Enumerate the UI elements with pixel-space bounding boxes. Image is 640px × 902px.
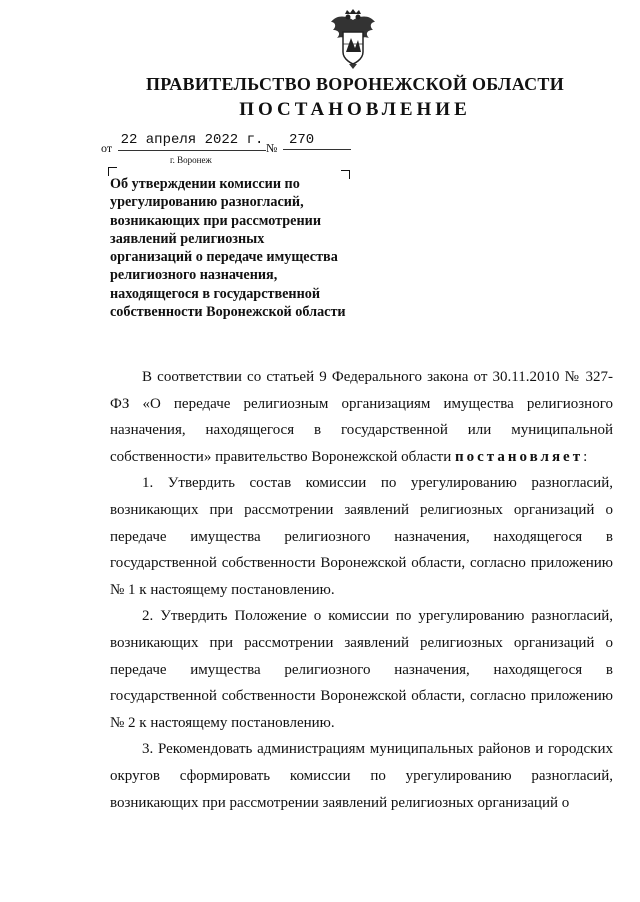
city-label: г. Воронеж [170,155,212,165]
organization-title: ПРАВИТЕЛЬСТВО ВОРОНЕЖСКОЙ ОБЛАСТИ [145,74,565,94]
item-1-paragraph: 1. Утвердить состав комиссии по урегулированию разногласий, возникающих при рассмотрении заявлений религиозных организаций о передаче имущества религиозного назначения, находящегося в государственной собственности Воронежской области, согласно приложению № 1 к настоящему постановлению. [110,475,613,598]
document-body [110,364,613,816]
preamble-paragraph [110,364,613,470]
document-subject: Об утверждении комиссии по урегулированию разногласий, возникающих при рассмотрении заявлений религиозных организаций о передаче имущества религиозного назначения, находящегося в государственной собственности Воронежской области [110,176,346,321]
item-3-paragraph: 3. Рекомендовать администрациям муниципальных районов и городских округов сформировать комиссии по урегулированию разногласий, возникающих при рассмотрении заявлений религиозных организаций о [110,741,613,811]
item-2-paragraph: 2. Утвердить Положение о комиссии по урегулированию разногласий, возникающих при рассмотрении заявлений религиозных организаций о передаче имущества религиозного назначения, находящегося в государственной собственности Воронежской области, согласно приложению № 2 к настоящему постановлению. [110,608,613,731]
voronezh-coat-of-arms-icon [327,8,379,70]
number-label: № [266,141,278,155]
decree-colon: : [583,448,588,465]
document-date: 22 апреля 2022 г. [118,131,266,151]
date-label: от [101,141,113,155]
document-number: 270 [283,131,351,150]
decree-word: постановляет [455,448,584,465]
document-type-title: ПОСТАНОВЛЕНИЕ [239,99,471,120]
preamble-text: В соответствии со статьей 9 Федерального закона от 30.11.2010 № 327-ФЗ «О передаче религиозным организациям имущества религиозного назначения, находящегося в государственной или муниципальной собственности» правительство Воронежской области [110,369,613,465]
